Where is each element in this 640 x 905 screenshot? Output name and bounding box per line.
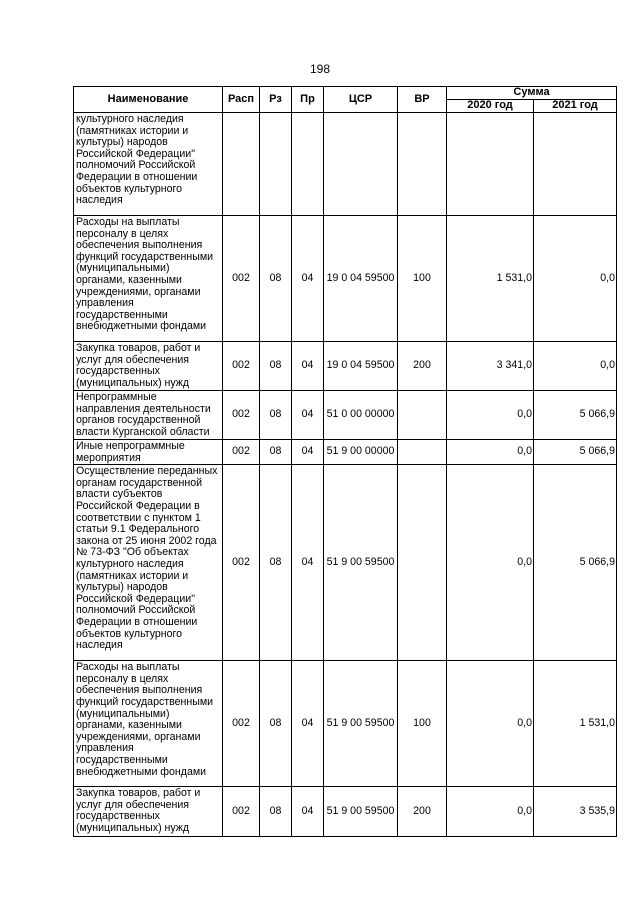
cell-2020 [447,113,534,216]
cell-2021 [534,113,617,216]
cell-csr: 51 9 00 59500 [324,787,398,837]
cell-pr [292,113,324,216]
cell-vr [398,113,447,216]
cell-vr [398,391,447,440]
cell-pr: 04 [292,216,324,342]
table-row [74,661,617,787]
col-header-2020: 2020 год [447,100,534,113]
cell-rasp: 002 [223,661,260,787]
cell-rz: 08 [260,440,292,465]
cell-vr: 100 [398,661,447,787]
cell-name: Расходы на выплаты персоналу в целях обеспечения выполнения функций государственными (муниципальными) органами, казенными учреждениями, органами управления государственными внебюджетными фондами [74,216,223,342]
cell-2020: 0,0 [447,440,534,465]
cell-vr: 200 [398,787,447,837]
cell-pr: 04 [292,465,324,661]
cell-vr: 100 [398,216,447,342]
cell-csr: 51 9 00 59500 [324,661,398,787]
cell-csr: 51 0 00 00000 [324,391,398,440]
cell-name: Расходы на выплаты персоналу в целях обеспечения выполнения функций государственными (муниципальными) органами, казенными учреждениями, органами управления государственными внебюджетными фондами [74,661,223,787]
col-header-2021: 2021 год [534,100,617,113]
cell-csr: 51 9 00 59500 [324,465,398,661]
cell-csr: 19 0 04 59500 [324,216,398,342]
cell-2020: 0,0 [447,787,534,837]
cell-2020: 0,0 [447,661,534,787]
cell-rasp: 002 [223,465,260,661]
cell-vr [398,465,447,661]
cell-csr: 19 0 04 59500 [324,342,398,391]
col-header-rasp: Расп [223,87,260,113]
cell-rasp: 002 [223,216,260,342]
cell-rasp: 002 [223,787,260,837]
cell-name: Иные непрограммные мероприятия [74,440,223,465]
table-row [74,440,617,465]
cell-2020: 0,0 [447,465,534,661]
col-header-rz: Рз [260,87,292,113]
cell-pr: 04 [292,391,324,440]
cell-2020: 0,0 [447,391,534,440]
cell-rasp [223,113,260,216]
col-header-csr: ЦСР [324,87,398,113]
cell-2021: 5 066,9 [534,440,617,465]
table-row [74,391,617,440]
cell-2021: 0,0 [534,216,617,342]
cell-2021: 3 535,9 [534,787,617,837]
cell-rz: 08 [260,661,292,787]
cell-rasp: 002 [223,440,260,465]
table-row [74,342,617,391]
cell-pr: 04 [292,787,324,837]
cell-name: Осуществление переданных органам государственной власти субъектов Российской Федерации в соответствии с пунктом 1 статьи 9.1 Федерального закона от 25 июня 2002 года № 73-ФЗ "Об объектах культурного наследия (памятниках истории и культуры) народов Российской Федерации" полномочий Российской Федерации в отношении объектов культурного наследия [74,465,223,661]
cell-rz [260,113,292,216]
col-header-sum: Сумма [447,87,617,100]
col-header-name: Наименование [74,87,223,113]
cell-csr: 51 9 00 00000 [324,440,398,465]
cell-name: культурного наследия (памятниках истории и культуры) народов Российской Федерации" полномочий Российской Федерации в отношении объектов культурного наследия [74,113,223,216]
table-row [74,465,617,661]
cell-rz: 08 [260,391,292,440]
cell-2020: 1 531,0 [447,216,534,342]
cell-pr: 04 [292,440,324,465]
cell-name: Закупка товаров, работ и услуг для обеспечения государственных (муниципальных) нужд [74,342,223,391]
header-row-1 [74,87,617,100]
cell-2021: 5 066,9 [534,465,617,661]
col-header-vr: ВР [398,87,447,113]
cell-pr: 04 [292,661,324,787]
cell-rz: 08 [260,342,292,391]
cell-rz: 08 [260,216,292,342]
cell-rz: 08 [260,465,292,661]
cell-2021: 1 531,0 [534,661,617,787]
cell-vr [398,440,447,465]
table-row [74,113,617,216]
cell-name: Закупка товаров, работ и услуг для обеспечения государственных (муниципальных) нужд [74,787,223,837]
cell-vr: 200 [398,342,447,391]
page-number: 198 [309,62,331,76]
cell-2021: 5 066,9 [534,391,617,440]
col-header-pr: Пр [292,87,324,113]
budget-table [73,86,617,837]
cell-csr [324,113,398,216]
cell-pr: 04 [292,342,324,391]
cell-2021: 0,0 [534,342,617,391]
table-row [74,787,617,837]
cell-rz: 08 [260,787,292,837]
cell-2020: 3 341,0 [447,342,534,391]
cell-rasp: 002 [223,391,260,440]
cell-name: Непрограммные направления деятельности органов государственной власти Курганской области [74,391,223,440]
table-row [74,216,617,342]
cell-rasp: 002 [223,342,260,391]
